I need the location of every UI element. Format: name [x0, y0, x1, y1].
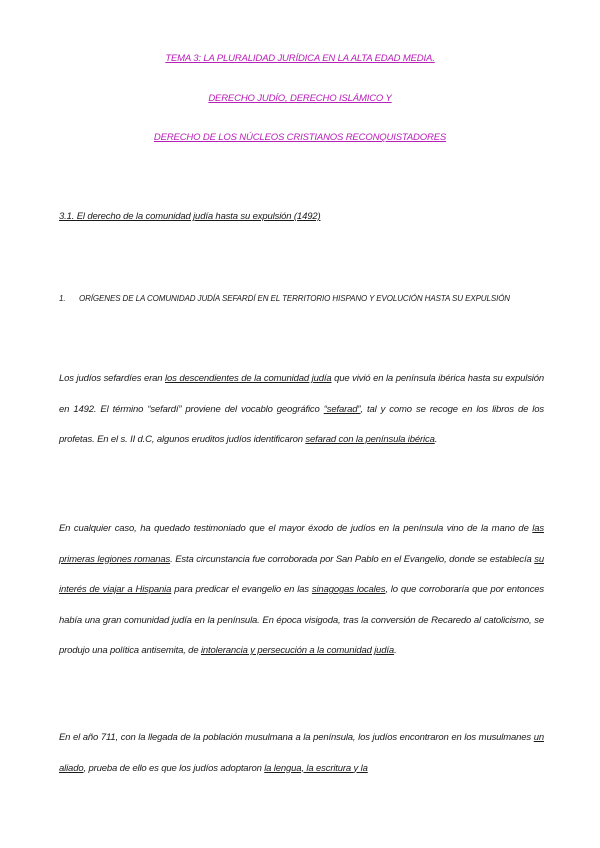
text-run: En cualquier caso, ha quedado testimoniado que el mayor éxodo de judíos en la península vino de la mano de [59, 523, 533, 534]
paragraph-1 [59, 364, 544, 486]
document-title-line-1: TEMA 3: LA PLURALIDAD JURÍDICA EN LA ALTA EDAD MEDIA. [165, 53, 435, 64]
section-title: 3.1. El derecho de la comunidad judía hasta su expulsión (1492) [59, 211, 321, 222]
text-run: En el año 711, con la llegada de la población musulmana a la península, los judíos encontraron en los musulmanes [59, 732, 534, 743]
text-run: , tal y como se recoge en los libros de los profetas. En el s. II d.C, algunos eruditos judíos identificaron [59, 403, 544, 445]
paragraph-3 [59, 723, 544, 784]
heading-text: ORÍGENES DE LA COMUNIDAD JUDÍA SEFARDÍ EN EL TERRITORIO HISPANO Y EVOLUCIÓN HASTA SU EXPULSIÓN [79, 294, 510, 303]
text-run: . [394, 645, 397, 656]
text-run: Los judíos sefardíes eran [59, 373, 165, 384]
document-title-line-3: DERECHO DE LOS NÚCLEOS CRISTIANOS RECONQUISTADORES [153, 132, 447, 143]
text-run: . Esta circunstancia fue corroborada por San Pablo en el Evangelio, donde se establecía [170, 553, 535, 565]
underlined-phrase: las primeras legiones romanas [59, 523, 544, 565]
text-run: . [434, 434, 438, 445]
underlined-phrase: su interés de viajar a Hispania [59, 553, 544, 595]
text-run: que vivió en la península ibérica hasta su expulsión en 1492. El término “sefardí” proviene del vocablo geográfico [59, 373, 545, 415]
numbered-heading [59, 285, 544, 312]
underlined-phrase: un aliado [59, 732, 544, 774]
underlined-phrase: “sefarad” [323, 403, 361, 415]
paragraph-2 [59, 514, 544, 697]
underlined-phrase: sefarad con la península ibérica [305, 434, 435, 445]
underlined-phrase: los descendientes de la comunidad judía [165, 373, 332, 384]
document-title-line-2: DERECHO JUDÍO, DERECHO ISLÁMICO Y [208, 93, 392, 104]
underlined-phrase: intolerancia y persecución a la comunidad judía [200, 645, 395, 656]
text-run: , lo que corroboraría que por entonces había una gran comunidad judía en la península. En época visigoda, tras la conversión de Recaredo al catolicismo, se produjo una política antisemita, de [59, 584, 545, 656]
text-run: , prueba de ello es que los judíos adoptaron [83, 762, 265, 774]
underlined-phrase: sinagogas locales [311, 584, 386, 595]
underlined-phrase: la lengua, la escritura y la [264, 762, 368, 774]
heading-number: 1. [59, 294, 66, 303]
text-run: para predicar el evangelio en las [171, 584, 312, 595]
